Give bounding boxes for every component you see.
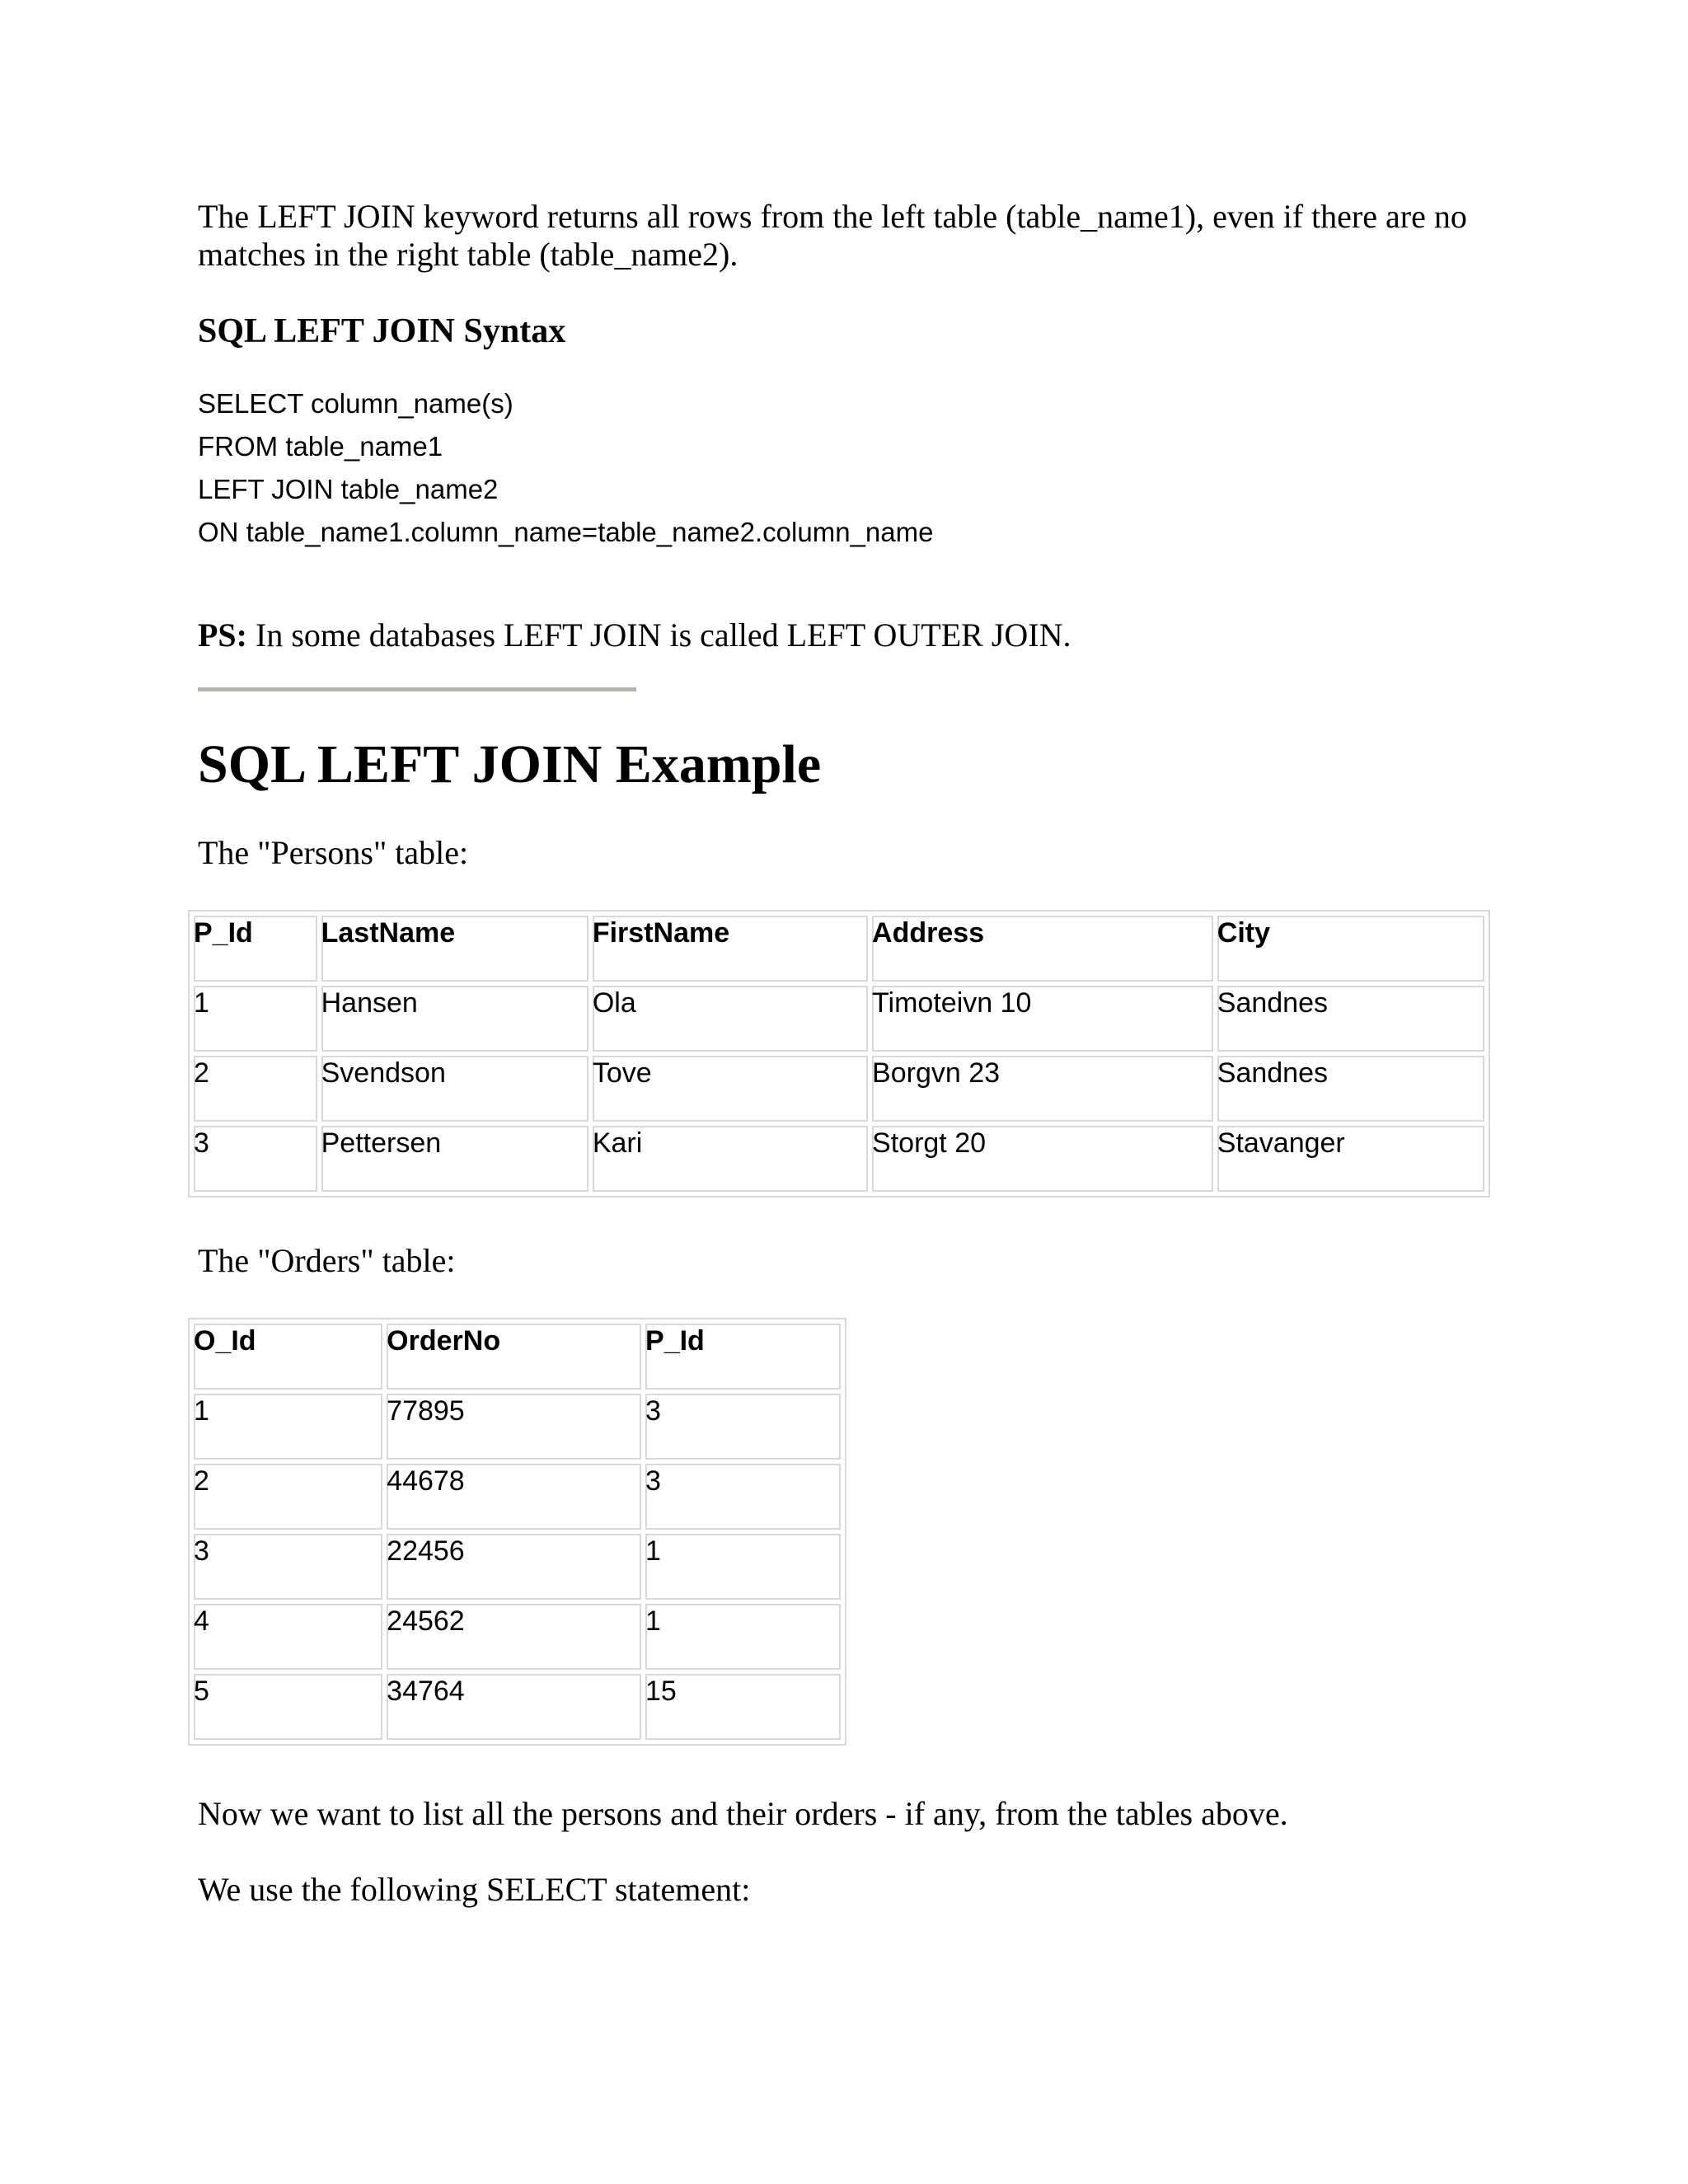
select-paragraph: We use the following SELECT statement: [198, 1871, 751, 1908]
syntax-line: FROM table_name1 [198, 431, 443, 462]
table-cell: Pettersen [321, 1126, 588, 1192]
table-cell: 34764 [387, 1674, 641, 1740]
table-cell: 5 [194, 1674, 382, 1740]
table-cell: Ola [593, 986, 868, 1052]
syntax-line: LEFT JOIN table_name2 [198, 474, 499, 504]
table-cell: Tove [593, 1056, 868, 1122]
table-cell: 77895 [387, 1394, 641, 1460]
table-row [194, 1604, 841, 1670]
table-cell: Sandnes [1217, 986, 1484, 1052]
table-cell: 3 [194, 1126, 317, 1192]
column-header: OrderNo [387, 1324, 641, 1390]
table-cell: 4 [194, 1604, 382, 1670]
table-cell: Timoteivn 10 [872, 986, 1213, 1052]
table-row [194, 1394, 841, 1460]
table-cell: 1 [645, 1534, 841, 1600]
table-cell: 15 [645, 1674, 841, 1740]
table-cell: Kari [593, 1126, 868, 1192]
table-cell: Borgvn 23 [872, 1056, 1213, 1122]
table-header-row [194, 916, 1484, 982]
table-row [194, 1126, 1484, 1192]
table-row [194, 986, 1484, 1052]
table-cell: Hansen [321, 986, 588, 1052]
column-header: LastName [321, 916, 588, 982]
column-header: P_Id [645, 1324, 841, 1390]
persons-caption: The "Persons" table: [198, 834, 469, 871]
orders-caption: The "Orders" table: [198, 1242, 456, 1279]
table-row [194, 1674, 841, 1740]
table-cell: 24562 [387, 1604, 641, 1670]
column-header: P_Id [194, 916, 317, 982]
syntax-code-block [198, 382, 933, 554]
persons-table [188, 910, 1490, 1197]
ps-note [198, 616, 1500, 654]
column-header: City [1217, 916, 1484, 982]
table-cell: 1 [194, 1394, 382, 1460]
ps-text: In some databases LEFT JOIN is called LEFT OUTER JOIN. [247, 616, 1071, 654]
syntax-line: SELECT column_name(s) [198, 388, 513, 419]
example-heading: SQL LEFT JOIN Example [198, 734, 822, 794]
intro-paragraph: The LEFT JOIN keyword returns all rows from the left table (table_name1), even if there are no matches in the right table (table_name2). [198, 198, 1467, 273]
table-header-row [194, 1324, 841, 1390]
orders-table [188, 1318, 846, 1746]
table-row [194, 1534, 841, 1600]
table-cell: 3 [194, 1534, 382, 1600]
table-cell: Storgt 20 [872, 1126, 1213, 1192]
divider [198, 687, 636, 691]
table-cell: 2 [194, 1056, 317, 1122]
table-cell: 1 [194, 986, 317, 1052]
table-cell: 3 [645, 1464, 841, 1530]
table-cell: 2 [194, 1464, 382, 1530]
table-cell: 1 [645, 1604, 841, 1670]
column-header: FirstName [593, 916, 868, 982]
ps-label: PS: [198, 616, 247, 654]
table-row [194, 1056, 1484, 1122]
table-cell: Stavanger [1217, 1126, 1484, 1192]
table-cell: Sandnes [1217, 1056, 1484, 1122]
column-header: O_Id [194, 1324, 382, 1390]
list-paragraph: Now we want to list all the persons and their orders - if any, from the tables above. [198, 1795, 1288, 1832]
table-cell: 44678 [387, 1464, 641, 1530]
syntax-line: ON table_name1.column_name=table_name2.column_name [198, 517, 934, 547]
column-header: Address [872, 916, 1213, 982]
table-cell: Svendson [321, 1056, 588, 1122]
table-cell: 22456 [387, 1534, 641, 1600]
syntax-heading: SQL LEFT JOIN Syntax [198, 312, 566, 350]
table-row [194, 1464, 841, 1530]
table-cell: 3 [645, 1394, 841, 1460]
